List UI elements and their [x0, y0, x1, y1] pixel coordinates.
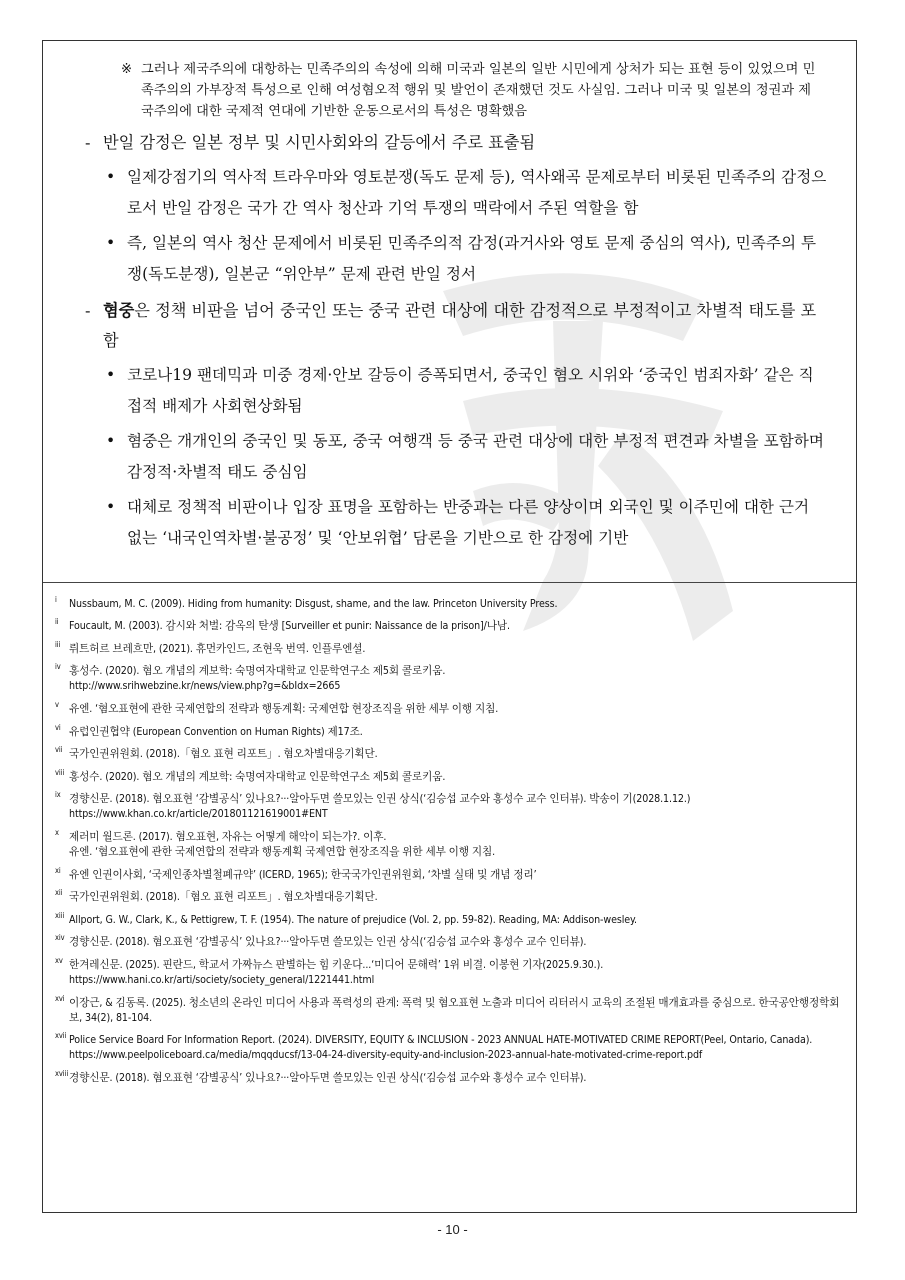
- footnote-number: xvi: [55, 993, 65, 1003]
- footnote-text: 유럽인권협약 (European Convention on Human Rights) 제17조.: [69, 725, 363, 738]
- footnote-text: 이장근, & 김동록. (2025). 청소년의 온라인 미디어 사용과 폭력성의 관계: 폭력 및 혐오표현 노출과 미디어 리터러시 교육의 조절된 매개효과를 중심으로. 한국공안행정학회보, 34(2), 81-104.: [69, 996, 840, 1024]
- dash-text: 은 정책 비판을 넘어 중국인 또는 중국 관련 대상에 대한 감정적으로 부정적이고 차별적 태도를 포함: [103, 301, 817, 350]
- dash-bold-term: 혐중: [103, 301, 135, 320]
- footnote: [55, 722, 845, 740]
- bullet-text: 코로나19 팬데믹과 미중 경제·안보 갈등이 증폭되면서, 중국인 혐오 시위와 ‘중국인 범죄자화’ 같은 직접적 배제가 사회현상화됨: [127, 366, 814, 415]
- footnote: [55, 993, 845, 1026]
- footnote-text: 유엔 인권이사회, ‘국제인종차별철폐규약’ (ICERD, 1965); 한국국가인권위원회, ‘차별 실태 및 개념 정리’: [69, 868, 537, 881]
- footnote: [55, 699, 845, 717]
- footnote: [55, 910, 845, 928]
- footnote-text: 뤼트허르 브레흐만, (2021). 휴먼카인드, 조현욱 번역. 인플루엔셜.: [69, 642, 366, 655]
- footnote: [55, 865, 845, 883]
- dash-item-anti-japan: [85, 128, 828, 158]
- footnote-number: i: [55, 594, 57, 604]
- body-text: [43, 59, 857, 554]
- bullet-mark: •: [106, 234, 116, 252]
- bullet-text: 즉, 일본의 역사 청산 문제에서 비롯된 민족주의적 감정(과거사와 영토 문제 중심의 역사), 민족주의 투쟁(독도분쟁), 일본군 “위안부” 문제 관련 반일 정서: [127, 234, 817, 283]
- footnote-text: 경향신문. (2018). 혐오표현 ‘감별공식’ 있나요?···알아두면 쓸모있는 인권 상식(‘김승섭 교수와 홍성수 교수 인터뷰). 박송이 기(2028.1.12.): [69, 793, 691, 806]
- footnotes: [55, 589, 845, 1086]
- footnote-text: 제러미 월드론. (2017). 혐오표현, 자유는 어떻게 해악이 되는가?. 이후.: [69, 830, 387, 843]
- footnote-text: 홍성수. (2020). 혐오 개념의 계보학: 숙명여자대학교 인문학연구소 제5회 콜로키움.: [69, 665, 446, 678]
- footnote-number: xvii: [55, 1031, 67, 1041]
- footnote-number: x: [55, 827, 59, 837]
- footnote: [55, 767, 845, 785]
- footnote-number: vii: [55, 745, 63, 755]
- footnote: [55, 664, 845, 694]
- footnote-text: Police Service Board For Information Report. (2024). DIVERSITY, EQUITY & INCLUSION - 2023 ANNUAL HATE-MOTIVATED CRIME REPORT(Peel, Ontario, Canada).: [69, 1034, 813, 1047]
- footnote-number: vi: [55, 722, 61, 732]
- footnote-link[interactable]: https://www.peelpoliceboard.ca/media/mqqducsf/13-04-24-diversity-equity-and-inclusion-2023-annual-hate-motivated-crime-report.pdf: [69, 1049, 703, 1062]
- bullet-text: 일제강점기의 역사적 트라우마와 영토분쟁(독도 문제 등), 역사왜곡 문제로부터 비롯된 민족주의 감정으로서 반일 감정은 국가 간 역사 청산과 기억 투쟁의 맥락에서 주된 역할을 함: [127, 168, 827, 217]
- bullet-item: [106, 426, 828, 488]
- footnote-number: xiv: [55, 933, 65, 943]
- footnote-text: 유엔. ‘혐오표현에 관한 국제연합의 전략과 행동계획: 국제연합 현장조직을 위한 세부 이행 지침.: [69, 702, 499, 715]
- footnote-number: xii: [55, 888, 63, 898]
- footnote-text: Nussbaum, M. C. (2009). Hiding from humanity: Disgust, shame, and the law. Princeton University Press.: [69, 597, 558, 610]
- footnote: [55, 792, 845, 822]
- footnote-number: ix: [55, 790, 61, 800]
- footnote: [55, 890, 845, 905]
- footnote: [55, 594, 845, 612]
- footnote-number: xiii: [55, 910, 65, 920]
- footnote-text: 국가인권위원회. (2018).「혐오 표현 리포트」. 혐오차별대응기획단.: [69, 748, 378, 761]
- footnote-divider: [43, 582, 856, 583]
- bullet-item: [106, 228, 828, 290]
- note-text: 그러나 제국주의에 대항하는 민족주의의 속성에 의해 미국과 일본의 일반 시민에게 상처가 되는 표현 등이 있었으며 민족주의의 가부장적 특성으로 인해 여성혐오적 행위 및 발언이 존재했던 것도 사실임. 그러나 미국 및 일본의 정권과 제국주의에 대한 국제적 연대에 기반한 운동으로서의 특성은 명확했음: [141, 62, 816, 119]
- footnote-text: Foucault, M. (2003). 감시와 처벌: 감옥의 탄생 [Surveiller et punir: Naissance de la prison]/나남.: [69, 620, 510, 633]
- bullet-mark: •: [106, 366, 116, 384]
- footnote-text: 국가인권위원회. (2018).「혐오 표현 리포트」. 혐오차별대응기획단.: [69, 891, 378, 904]
- bullet-mark: •: [106, 168, 116, 186]
- footnote-link[interactable]: http://www.srihwebzine.kr/news/view.php?g=&bIdx=2665: [69, 680, 341, 693]
- bullet-text: 혐중은 개개인의 중국인 및 동포, 중국 여행객 등 중국 관련 대상에 대한 부정적 편견과 차별을 포함하며 감정적·차별적 태도 중심임: [127, 432, 824, 481]
- footnote-number: viii: [55, 767, 65, 777]
- dash-text: 반일 감정은 일본 정부 및 시민사회와의 갈등에서 주로 표출됨: [103, 133, 536, 152]
- page-frame: [42, 40, 857, 1213]
- page-number: - 10 -: [437, 1222, 468, 1237]
- footnote: [55, 1068, 845, 1086]
- footnote-text-line2: 유엔. ‘혐오표현에 관한 국제연합의 전략과 행동계획 국제연합 현장조직을 위한 세부 이행 지침.: [69, 845, 496, 858]
- bullet-item: [106, 360, 828, 422]
- footnote: [55, 639, 845, 657]
- footnote: [55, 747, 845, 762]
- footnote-text: Allport, G. W., Clark, K., & Pettigrew, T. F. (1954). The nature of prejudice (Vol. 2, pp. 59-82). Reading, MA: Addison-wesley.: [69, 913, 637, 926]
- footnote: [55, 935, 845, 950]
- footnote-number: iii: [55, 639, 61, 649]
- bullet-item: [106, 492, 828, 554]
- bullet-text: 대체로 정책적 비판이나 입장 표명을 포함하는 반중과는 다른 양상이며 외국인 및 이주민에 대한 근거 없는 ‘내국인역차별·불공정’ 및 ‘안보위협’ 담론을 기반으로 한 감정에 기반: [127, 498, 810, 547]
- bullet-item: [106, 162, 828, 224]
- footnote-number: xi: [55, 865, 61, 875]
- footnote: [55, 619, 845, 634]
- footnote-number: ii: [55, 617, 59, 627]
- footnote-number: iv: [55, 662, 61, 672]
- footnote: [55, 955, 845, 988]
- footnote-text: 한겨레신문. (2025). 핀란드, 학교서 가짜뉴스 판별하는 힘 키운다...‘미디어 문해력’ 1위 비결. 이봉현 기자(2025.9.30.).: [69, 958, 604, 971]
- footnote-number: xv: [55, 955, 63, 965]
- reference-mark: ※: [121, 62, 133, 77]
- footnote-link[interactable]: https://www.hani.co.kr/arti/society/society_general/1221441.html: [69, 973, 375, 986]
- footnote-number: xviii: [55, 1068, 69, 1078]
- footnote-text: 경향신문. (2018). 혐오표현 ‘감별공식’ 있나요?···알아두면 쓸모있는 인권 상식(‘김승섭 교수와 홍성수 교수 인터뷰).: [69, 1071, 587, 1084]
- dash-mark: -: [85, 133, 91, 152]
- footnote-number: v: [55, 699, 59, 709]
- footnote-text: 홍성수. (2020). 혐오 개념의 계보학: 숙명여자대학교 인문학연구소 제5회 콜로키움.: [69, 770, 446, 783]
- dash-item-anti-china: [85, 296, 828, 356]
- dash-mark: -: [85, 301, 91, 320]
- bullet-mark: •: [106, 432, 116, 450]
- footnote-text: 경향신문. (2018). 혐오표현 ‘감별공식’ 있나요?···알아두면 쓸모있는 인권 상식(‘김승섭 교수와 홍성수 교수 인터뷰).: [69, 936, 587, 949]
- note-paragraph: [121, 59, 818, 122]
- footnote: [55, 827, 845, 860]
- footnote: [55, 1033, 845, 1063]
- bullet-mark: •: [106, 498, 116, 516]
- footnote-link[interactable]: https://www.khan.co.kr/article/201801121619001#ENT: [69, 808, 328, 821]
